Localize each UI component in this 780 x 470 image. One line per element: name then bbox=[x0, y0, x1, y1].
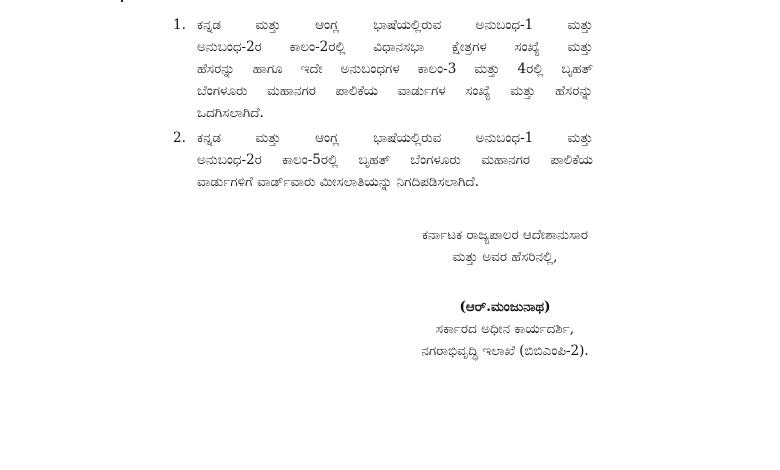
signatory-department: ನಗರಾಭಿವೃದ್ಧಿ ಇಲಾಖೆ (ಬಿಬಿಎಂಪಿ-2). bbox=[421, 343, 589, 359]
item-text bbox=[197, 127, 593, 193]
item-line: ಅನುಬಂಧ-2ರ ಕಾಲಂ-2ರಲ್ಲಿ ವಿಧಾನಸಭಾ ಕ್ಷೇತ್ರಗಳ ಸಂಖ್ಯೆ ಮತ್ತು bbox=[197, 39, 593, 55]
item-line: ಕನ್ನಡ ಮತ್ತು ಆಂಗ್ಲ ಭಾಷೆಯಲ್ಲಿರುವ ಅನುಬಂಧ-1 ಮತ್ತು bbox=[197, 17, 593, 33]
item-number: 1. bbox=[173, 17, 186, 33]
item-line: ಅನುಬಂಧ-2ರ ಕಾಲಂ-5ರಲ್ಲಿ ಬೃಹತ್ ಬೆಂಗಳೂರು ಮಹಾನಗರ ಪಾಲಿಕೆಯ bbox=[197, 152, 593, 168]
authority-clause bbox=[390, 224, 620, 268]
item-line: ಬೆಂಗಳೂರು ಮಹಾನಗರ ಪಾಲಿಕೆಯ ವಾರ್ಡುಗಳ ಸಂಖ್ಯೆ ಮತ್ತು ಹೆಸರನ್ನು bbox=[197, 83, 593, 99]
authority-line-1: ಕರ್ನಾಟಕ ರಾಜ್ಯಪಾಲರ ಆದೇಶಾನುಸಾರ bbox=[421, 227, 589, 243]
item-number: 2. bbox=[173, 130, 186, 146]
item-text bbox=[197, 14, 593, 124]
signatory-designation: ಸರ್ಕಾರದ ಅಧೀನ ಕಾರ್ಯದರ್ಶಿ, bbox=[435, 321, 575, 337]
item-line: ಹೆಸರನ್ನು ಹಾಗೂ ಇದೇ ಅನುಬಂಧಗಳ ಕಾಲಂ-3 ಮತ್ತು 4ರಲ್ಲಿ ಬೃಹತ್ bbox=[197, 61, 593, 77]
signature-block bbox=[370, 296, 640, 362]
item-line: ವಾರ್ಡುಗಳಿಗೆ ವಾರ್ಡ್‌ವಾರು ಮೀಸಲಾತಿಯನ್ನು ನಿಗದಿಪಡಿಸಲಾಗಿದೆ. bbox=[197, 174, 479, 190]
signatory-name: (ಆರ್.ಮಂಜುನಾಥ) bbox=[459, 299, 551, 315]
authority-line-2: ಮತ್ತು ಅವರ ಹೆಸರಿನಲ್ಲಿ, bbox=[452, 249, 558, 265]
item-line: ಒದಗಿಸಲಾಗಿದೆ. bbox=[197, 105, 264, 121]
item-line: ಕನ್ನಡ ಮತ್ತು ಆಂಗ್ಲ ಭಾಷೆಯಲ್ಲಿರುವ ಅನುಬಂಧ-1 ಮತ್ತು bbox=[197, 130, 593, 146]
order-item-2 bbox=[173, 127, 593, 193]
order-item-1 bbox=[173, 14, 593, 124]
page-edge-mark bbox=[121, 0, 123, 2]
